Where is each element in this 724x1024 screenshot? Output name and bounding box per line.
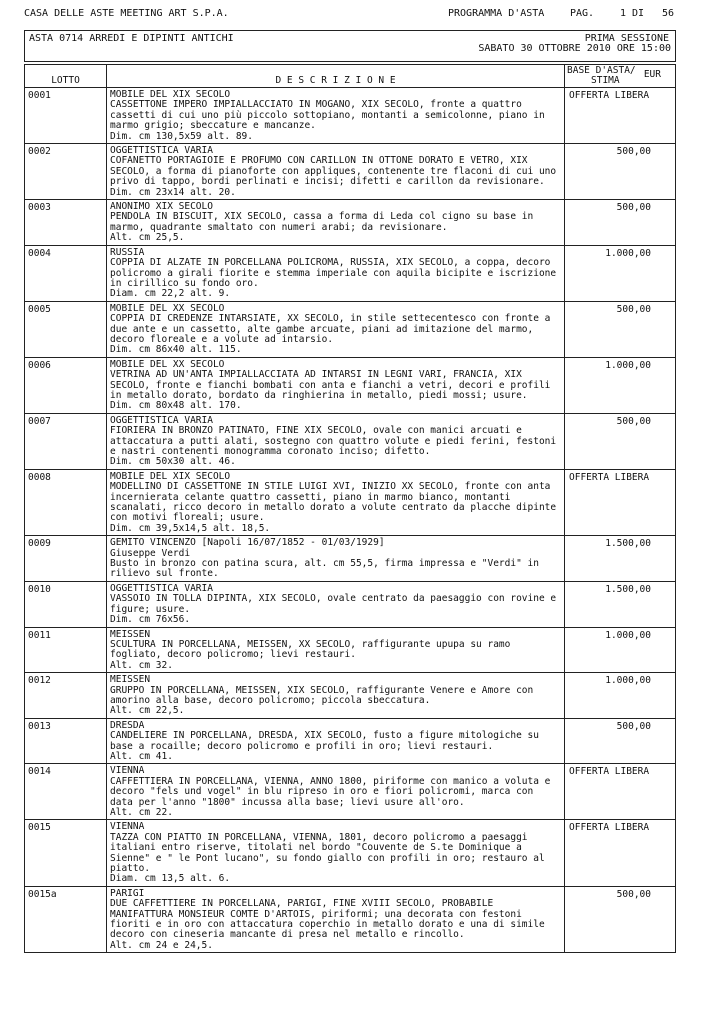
lot-base-price: OFFERTA LIBERA: [565, 764, 676, 820]
column-base: [565, 65, 676, 88]
lot-base-price: 1.000,00: [565, 627, 676, 673]
table-row: [25, 88, 676, 144]
lot-base-price: 1.000,00: [565, 673, 676, 719]
table-row: [25, 673, 676, 719]
lot-description: MEISSEN GRUPPO IN PORCELLANA, MEISSEN, XIX SECOLO, raffigurante Venere e Amore con amorino alla base, decoro policromo; piccola sbeccatura. Alt. cm 22,5.: [107, 673, 565, 719]
lot-description: OGGETTISTICA VARIA VASSOIO IN TOLLA DIPINTA, XIX SECOLO, ovale centrato da paesaggio con rovine e figure; usure. Dim. cm 76x56.: [107, 581, 565, 627]
lot-number: 0001: [25, 88, 107, 144]
lot-base-price: 1.500,00: [565, 536, 676, 582]
table-row: [25, 820, 676, 886]
lot-description: ANONIMO XIX SECOLO PENDOLA IN BISCUIT, XIX SECOLO, cassa a forma di Leda col cigno su base in marmo, quadrante smaltato con numeri arabi; da revisionare. Alt. cm 25,5.: [107, 200, 565, 246]
lot-number: 0003: [25, 200, 107, 246]
lot-base-price: 500,00: [565, 301, 676, 357]
table-row: [25, 718, 676, 764]
lot-base-price: 500,00: [565, 886, 676, 952]
table-row: [25, 886, 676, 952]
auction-title: ASTA 0714 ARREDI E DIPINTI ANTICHI: [29, 33, 234, 44]
table-row: [25, 627, 676, 673]
table-row: [25, 301, 676, 357]
table-row: [25, 357, 676, 413]
page-header: [24, 8, 700, 22]
column-lot: LOTTO: [25, 65, 107, 88]
lot-number: 0004: [25, 245, 107, 301]
lot-description: OGGETTISTICA VARIA FIORIERA IN BRONZO PATINATO, FINE XIX SECOLO, ovale con manici arcuati e attaccatura a putti alati, sostegno con quattro volute e piedi ferini, festoni e nastri contenenti monogramma coronato inciso; difetto. Dim. cm 50x30 alt. 46.: [107, 413, 565, 469]
lot-description: PARIGI DUE CAFFETTIERE IN PORCELLANA, PARIGI, FINE XVIII SECOLO, PROBABILE MANIFATTURA MONSIEUR COMTE D'ARTOIS, piriformi; una decorata con festoni fioriti e in oro con attaccatura coperchio in metallo dorato e una di simile decoro con cineseria mancante di presa nel metallo e rincollo. Alt. cm 24 e 24,5.: [107, 886, 565, 952]
lot-base-price: 1.000,00: [565, 357, 676, 413]
lot-base-price: OFFERTA LIBERA: [565, 820, 676, 886]
lot-number: 0007: [25, 413, 107, 469]
lot-base-price: 500,00: [565, 200, 676, 246]
table-row: [25, 200, 676, 246]
lot-number: 0006: [25, 357, 107, 413]
column-base-line2: STIMA: [591, 75, 620, 86]
table-row: [25, 413, 676, 469]
lots-body: [25, 88, 676, 953]
lot-description: MOBILE DEL XX SECOLO VETRINA AD UN'ANTA IMPIALLACCIATA AD INTARSI IN LEGNI VARI, FRANCIA, XIX SECOLO, fronte e fianchi bombati con anta e fianchi a vetri, decori e profili in metallo dorato, bordato da ringhierina in metallo, piedi mossi; usure. Dim. cm 80x48 alt. 170.: [107, 357, 565, 413]
lot-number: 0008: [25, 469, 107, 535]
table-header-row: [25, 65, 676, 88]
lot-description: GEMITO VINCENZO [Napoli 16/07/1852 - 01/03/1929] Giuseppe Verdi Busto in bronzo con patina scura, alt. cm 55,5, firma impressa e "Verdi" in rilievo sul fronte.: [107, 536, 565, 582]
lot-description: MEISSEN SCULTURA IN PORCELLANA, MEISSEN, XX SECOLO, raffigurante upupa su ramo fogliato, decoro policromo; lievi restauri. Alt. cm 32.: [107, 627, 565, 673]
lot-description: MOBILE DEL XIX SECOLO MODELLINO DI CASSETTONE IN STILE LUIGI XVI, INIZIO XX SECOLO, fronte con anta incernierata celante quattro cassetti, piano in marmo bianco, montanti scanalati, ricco decoro in metallo dorato a volute centrato da placche dipinte con motivi floreali; usure. Dim. cm 39,5x14,5 alt. 18,5.: [107, 469, 565, 535]
table-row: [25, 764, 676, 820]
table-row: [25, 245, 676, 301]
lot-number: 0012: [25, 673, 107, 719]
lot-number: 0009: [25, 536, 107, 582]
lot-base-price: 500,00: [565, 718, 676, 764]
lot-description: MOBILE DEL XIX SECOLO CASSETTONE IMPERO IMPIALLACCIATO IN MOGANO, XIX SECOLO, fronte a quattro cassetti di cui uno più piccolo sottopiano, montanti a semicolonne, piano in marmo grigio; sbeccature e mancanze. Dim. cm 130,5x59 alt. 89.: [107, 88, 565, 144]
lot-base-price: 1.500,00: [565, 581, 676, 627]
lot-number: 0015: [25, 820, 107, 886]
lot-number: 0005: [25, 301, 107, 357]
lot-description: MOBILE DEL XX SECOLO COPPIA DI CREDENZE INTARSIATE, XX SECOLO, in stile settecentesco con fronte a due ante e un cassetto, alte gambe arcuate, piani ad imitazione del marmo, decoro floreale e a volute ad intarsio. Dim. cm 86x40 alt. 115.: [107, 301, 565, 357]
lots-table: [24, 64, 676, 953]
lot-number: 0011: [25, 627, 107, 673]
lot-number: 0010: [25, 581, 107, 627]
session-label: PRIMA SESSIONE: [584, 33, 669, 44]
page-label: PAG.: [570, 8, 595, 19]
lot-base-price: OFFERTA LIBERA: [565, 469, 676, 535]
table-row: [25, 536, 676, 582]
lot-base-price: 500,00: [565, 413, 676, 469]
lot-description: RUSSIA COPPIA DI ALZATE IN PORCELLANA POLICROMA, RUSSIA, XIX SECOLO, a coppa, decoro policromo a girali fiorite e stemma imperiale con aquila bicipite e iscrizione in cirillico su fondo oro. Diam. cm 22,2 alt. 9.: [107, 245, 565, 301]
page-of: 1 DI: [620, 8, 645, 19]
lot-number: 0002: [25, 144, 107, 200]
table-row: [25, 144, 676, 200]
column-base-line1: BASE D'ASTA/: [567, 65, 636, 76]
company-name: CASA DELLE ASTE MEETING ART S.P.A.: [24, 8, 229, 19]
lot-number: 0014: [25, 764, 107, 820]
lot-description: VIENNA TAZZA CON PIATTO IN PORCELLANA, VIENNA, 1801, decoro policromo a paesaggi italiani entro riserve, titolati nel bordo "Couvente de S.te Dominique a Sienne" e " le Pont lucano", su fondo giallo con profili in oro; restauro al piatto. Diam. cm 13,5 alt. 6.: [107, 820, 565, 886]
session-date: SABATO 30 OTTOBRE 2010 ORE 15:00: [478, 43, 671, 54]
auction-header: [24, 30, 676, 62]
lot-description: OGGETTISTICA VARIA COFANETTO PORTAGIOIE E PROFUMO CON CARILLON IN OTTONE DORATO E VETRO, XIX SECOLO, a forma di pianoforte con appliques, contenente tre flaconi di cui uno privo di tappo, bordi perlinati e incisi; difetti e carillon da revisionare. Dim. cm 23x14 alt. 20.: [107, 144, 565, 200]
lot-base-price: 500,00: [565, 144, 676, 200]
lot-number: 0013: [25, 718, 107, 764]
lot-base-price: OFFERTA LIBERA: [565, 88, 676, 144]
table-row: [25, 469, 676, 535]
lot-base-price: 1.000,00: [565, 245, 676, 301]
lot-description: VIENNA CAFFETTIERA IN PORCELLANA, VIENNA, ANNO 1800, piriforme con manico a voluta e decoro "fels und vogel" in blu ripreso in oro e fiori policromi, marca con data per l'anno "1800" incussa alla base; lievi usure all'oro. Alt. cm 22.: [107, 764, 565, 820]
program-label: PROGRAMMA D'ASTA: [448, 8, 545, 19]
total-pages: 56: [662, 8, 675, 19]
lot-number: 0015a: [25, 886, 107, 952]
column-currency: EUR: [643, 69, 661, 80]
column-description: D E S C R I Z I O N E: [107, 65, 565, 88]
table-row: [25, 581, 676, 627]
lot-description: DRESDA CANDELIERE IN PORCELLANA, DRESDA, XIX SECOLO, fusto a figure mitologiche su base a rocaille; decoro policromo e profili in oro; lievi restauri. Alt. cm 41.: [107, 718, 565, 764]
